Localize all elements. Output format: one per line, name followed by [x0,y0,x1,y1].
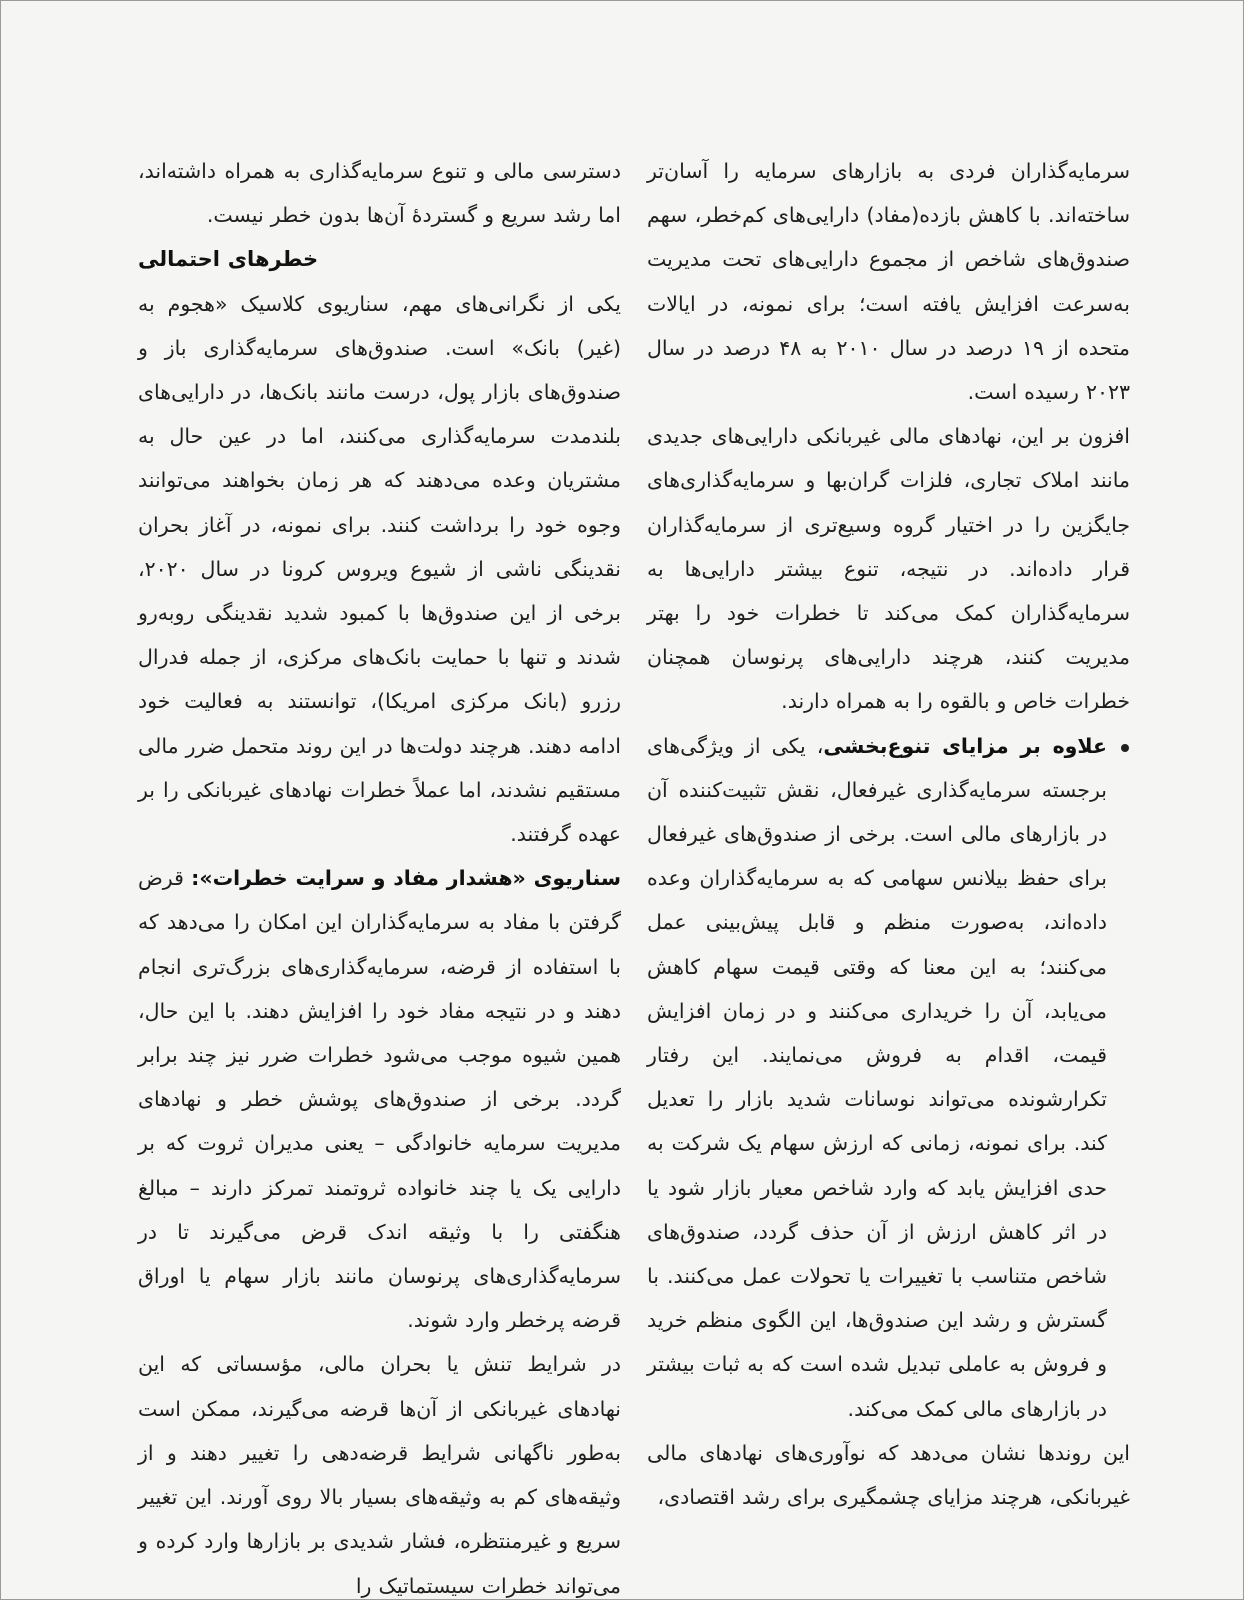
bullet-list [647,724,1130,1431]
list-item [647,724,1130,1431]
left-text-column [138,149,621,1600]
paragraph [138,856,621,1342]
paragraph: افزون بر این، نهادهای مالی غیربانکی دارایی‌های جدیدی مانند املاک تجاری، فلزات گران‌بها و سرمایه‌گذاری‌های جایگزین را در اختیار گروه وسیع‌تری از سرمایه‌گذاران قرار داده‌اند. در نتیجه، تنوع بیشتر دارایی‌ها به سرمایه‌گذاران کمک می‌کند تا خطرات خود را بهتر مدیریت کنند، هرچند دارایی‌های پرنوسان همچنان خطرات خاص و بالقوه را به همراه دارند. [647,424,1130,714]
paragraph: دسترسی مالی و تنوع سرمایه‌گذاری به همراه داشته‌اند، اما رشد سریع و گستردۀ آن‌ها بدون خطر نیست. [138,159,621,228]
paragraph-lead-text: سناریوی «هشدار مفاد و سرایت خطرات»: [191,866,621,891]
two-column-layout [114,149,1130,1600]
right-text-column [647,149,1130,1519]
section-heading: خطرهای احتمالی [138,247,319,272]
bullet-lead-text: علاوه بر مزایای تنوع‌بخشی [823,733,1107,758]
paragraph-body-text: قرض گرفتن با مفاد به سرمایه‌گذاران این امکان را می‌دهد که با استفاده از قرضه، سرمایه‌گذاری‌های بزرگ‌تری انجام دهند و در نتیجه مفاد خود را افزایش دهند. با این حال، همین شیوه موجب می‌شود خطرات ضرر نیز چند برابر گردد. برخی از صندوق‌های پوشش خطر و نهادهای مدیریت سرمایه خانوادگی – یعنی مدیران ثروت که بر دارایی یک یا چند خانواده ثروتمند تمرکز دارند – مبالغ هنگفتی را با وثیقه اندک قرض می‌گیرند تا در سرمایه‌گذاری‌های پرنوسان مانند بازار سهام یا اوراق قرضه پرخطر وارد شوند. [138,866,621,1333]
paragraph: این روندها نشان می‌دهد که نوآوری‌های نهادهای مالی غیربانکی، هرچند مزایای چشمگیری برای رشد اقتصادی، [647,1440,1130,1510]
paragraph: یکی از نگرانی‌های مهم، سناریوی کلاسیک «هجوم به (غیر) بانک» است. صندوق‌های سرمایه‌گذاری باز و صندوق‌های بازار پول، درست مانند بانک‌ها، در دارایی‌های بلندمدت سرمایه‌گذاری می‌کنند، اما در عین حال به مشتریان وعده می‌دهند که هر زمان بخواهند می‌توانند وجوه خود را برداشت کنند. برای نمونه، در آغاز بحران نقدینگی ناشی از شیوع ویروس کرونا در سال ۲۰۲۰، برخی از این صندوق‌ها با کمبود شدید نقدینگی روبه‌رو شدند و تنها با حمایت بانک‌های مرکزی، از جمله فدرال رزرو (بانک مرکزی امریکا)، توانستند به فعالیت خود ادامه دهند. هرچند دولت‌ها در این روند متحمل ضرر مالی مستقیم نشدند، اما عملاً خطرات نهادهای غیربانکی را بر عهده گرفتند. [138,291,621,847]
paragraph: سرمایه‌گذاران فردی به بازارهای سرمایه را آسان‌تر ساخته‌اند. با کاهش بازده(مفاد) دارایی‌های کم‌خطر، سهم صندوق‌های شاخص از مجموع دارایی‌های تحت مدیریت به‌سرعت افزایش یافته است؛ برای نمونه، در ایالات متحده از ۱۹ درصد در سال ۲۰۱۰ به ۴۸ درصد در سال ۲۰۲۳ رسیده است. [647,159,1131,405]
paragraph: در شرایط تنش یا بحران مالی، مؤسساتی که این نهادهای غیربانکی از آن‌ها قرضه می‌گیرند، ممکن است به‌طور ناگهانی شرایط قرضه‌دهی را تغییر دهند و از وثیقه‌های کم به وثیقه‌های بسیار بالا روی آورند. این تغییر سریع و غیرمنتظره، فشار شدیدی بر بازارها وارد کرده و می‌تواند خطرات سیستماتیک را [138,1352,621,1598]
bullet-body-text: ، یکی از ویژگی‌های برجسته سرمایه‌گذاری غیرفعال، نقش تثبیت‌کننده آن در بازارهای مالی است. برخی از صندوق‌های غیرفعال برای حفظ بیلانس سهامی که به سرمایه‌گذاران وعده داده‌اند، به‌صورت منظم و قابل پیش‌بینی عمل می‌کنند؛ به این معنا که وقتی قیمت سهام کاهش می‌یابد، آن را خریداری می‌کنند و در زمان افزایش قیمت، اقدام به فروش می‌نمایند. این رفتار تکرارشونده می‌تواند نوسانات شدید بازار را تعدیل کند. برای نمونه، زمانی که ارزش سهام یک شرکت به حدی افزایش یابد که وارد شاخص معیار بازار شود یا در اثر کاهش ارزش از آن حذف گردد، صندوق‌های شاخص متناسب با تغییرات یا تحولات عمل می‌کنند. با گسترش و رشد این صندوق‌ها، این الگوی منظم خرید و فروش به عاملی تبدیل شده است که به ثبات بیشتر در بازارهای مالی کمک می‌کند. [647,733,1107,1421]
